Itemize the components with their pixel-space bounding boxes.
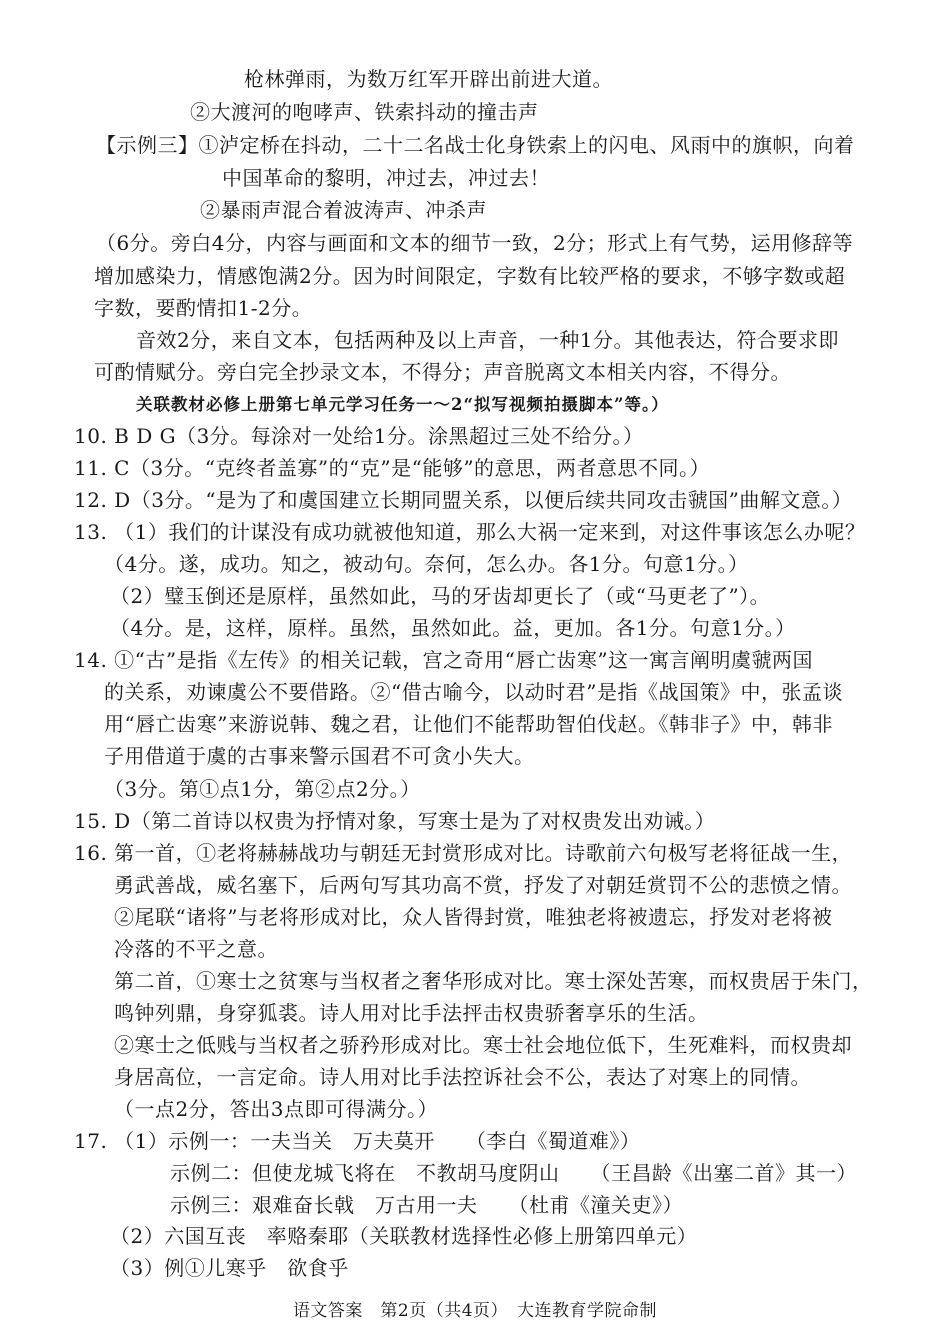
answer-17-part3: （3）例①儿寒乎 欲食乎 — [110, 1256, 349, 1280]
answer-12: 12. D（3分。“是为了和虞国建立长期同盟关系，以便后续共同攻击虢国”曲解文意。） — [74, 488, 853, 512]
page-footer: 语文答案 第2页（共4页） 大连教育学院命制 — [292, 1301, 658, 1321]
answer-17-part2: （2）六国互丧 率赂秦耶（关联教材选择性必修上册第四单元） — [110, 1224, 698, 1248]
answer-16-line4: 冷落的不平之意。 — [114, 937, 278, 961]
answer-14-line4: 子用借道于虞的古事来警示国君不可贪小失大。 — [104, 744, 535, 768]
answer-16-scoring: （一点2分，答出3点即可得满分。） — [114, 1097, 438, 1121]
text-line-10: 可酌情赋分。旁白完全抄录文本，不得分；声音脱离文本相关内容，不得分。 — [94, 360, 791, 384]
text-line-1: 枪林弹雨，为数万红军开辟出前进大道。 — [244, 67, 613, 91]
answer-16-line2: 勇武善战，威名塞下，后两句写其功高不赏，抒发了对朝廷赏罚不公的悲愤之情。 — [114, 873, 852, 897]
answer-17-example2: 示例二：但使龙城飞将在 不教胡马度阴山 （王昌龄《出塞二首》其一） — [170, 1161, 857, 1185]
answer-13-scoring1: （4分。遂，成功。知之，被动句。奈何，怎么办。各1分。句意1分。） — [104, 552, 749, 576]
answer-13-part2: （2）璧玉倒还是原样，虽然如此，马的牙齿却更长了（或“马更老了”）。 — [110, 584, 771, 608]
textbook-link-note: 关联教材必修上册第七单元学习任务一～2“拟写视频拍摄脚本”等。） — [136, 395, 669, 414]
answer-17-example1: 17. （1）示例一：一夫当关 万夫莫开 （李白《蜀道难》） — [74, 1129, 641, 1153]
text-line-7: 增加感染力，情感饱满2分。因为时间限定，字数有比较严格的要求，不够字数或超 — [94, 264, 846, 288]
answer-14-line1: 14. ①“古”是指《左传》的相关记载，宫之奇用“唇亡齿寒”这一寓言阐明虞虢两国 — [74, 648, 814, 672]
text-line-4: 中国革命的黎明，冲过去，冲过去！ — [222, 166, 550, 190]
answer-11: 11. C（3分。“克终者盖寡”的“克”是“能够”的意思，两者意思不同。） — [74, 456, 711, 480]
answer-14-line3: 用“唇亡齿寒”来游说韩、魏之君，让他们不能帮助智伯伐赵。《韩非子》中，韩非 — [104, 712, 833, 736]
answer-14-scoring: （3分。第①点1分，第②点2分。） — [104, 777, 421, 801]
answer-16-line1: 16. 第一首，①老将赫赫战功与朝廷无封赏形成对比。诗歌前六句极写老将征战一生， — [74, 841, 853, 865]
text-line-8: 字数，要酌情扣1-2分。 — [94, 296, 313, 320]
answer-13-scoring2: （4分。是，这样，原样。虽然，虽然如此。益，更加。各1分。句意1分。） — [110, 616, 796, 640]
answer-13-part1: 13. （1）我们的计谋没有成功就被他知道，那么大祸一定来到，对这件事该怎么办呢？ — [74, 520, 866, 544]
text-line-2: ②大渡河的咆哮声、铁索抖动的撞击声 — [190, 100, 539, 124]
answer-17-example3: 示例三：艰难奋长戟 万古用一夫 （杜甫《潼关吏》） — [170, 1193, 683, 1217]
text-line-3: 【示例三】①泸定桥在抖动，二十二名战士化身铁索上的闪电、风雨中的旗帜，向着 — [96, 133, 855, 157]
answer-10: 10. B D G（3分。每涂对一处给1分。涂黑超过三处不给分。） — [74, 424, 644, 448]
text-line-6: （6分。旁白4分，内容与画面和文本的细节一致，2分；形式上有气势，运用修辞等 — [96, 231, 854, 255]
text-line-9: 音效2分，来自文本，包括两种及以上声音，一种1分。其他表达，符合要求即 — [136, 328, 839, 352]
answer-14-line2: 的关系，劝谏虞公不要借路。②“借古喻今，以动时君”是指《战国策》中，张孟谈 — [104, 680, 843, 704]
answer-16-line3: ②尾联“诸将”与老将形成对比，众人皆得封赏，唯独老将被遗忘，抒发对老将被 — [114, 905, 833, 929]
answer-15: 15. D（第二首诗以权贵为抒情对象，写寒士是为了对权贵发出劝诫。） — [74, 809, 716, 833]
answer-16-line7: ②寒士之低贱与当权者之骄矜形成对比。寒士社会地位低下，生死难料，而权贵却 — [114, 1033, 852, 1057]
answer-16-line6: 鸣钟列鼎，身穿狐裘。诗人用对比手法抨击权贵骄奢享乐的生活。 — [114, 1001, 709, 1025]
text-line-5: ②暴雨声混合着波涛声、冲杀声 — [200, 198, 487, 222]
answer-16-line8: 身居高位，一言定命。诗人用对比手法控诉社会不公，表达了对寒上的同情。 — [114, 1065, 811, 1089]
answer-16-line5: 第二首，①寒士之贫寒与当权者之奢华形成对比。寒士深处苦寒，而权贵居于朱门， — [114, 969, 873, 993]
